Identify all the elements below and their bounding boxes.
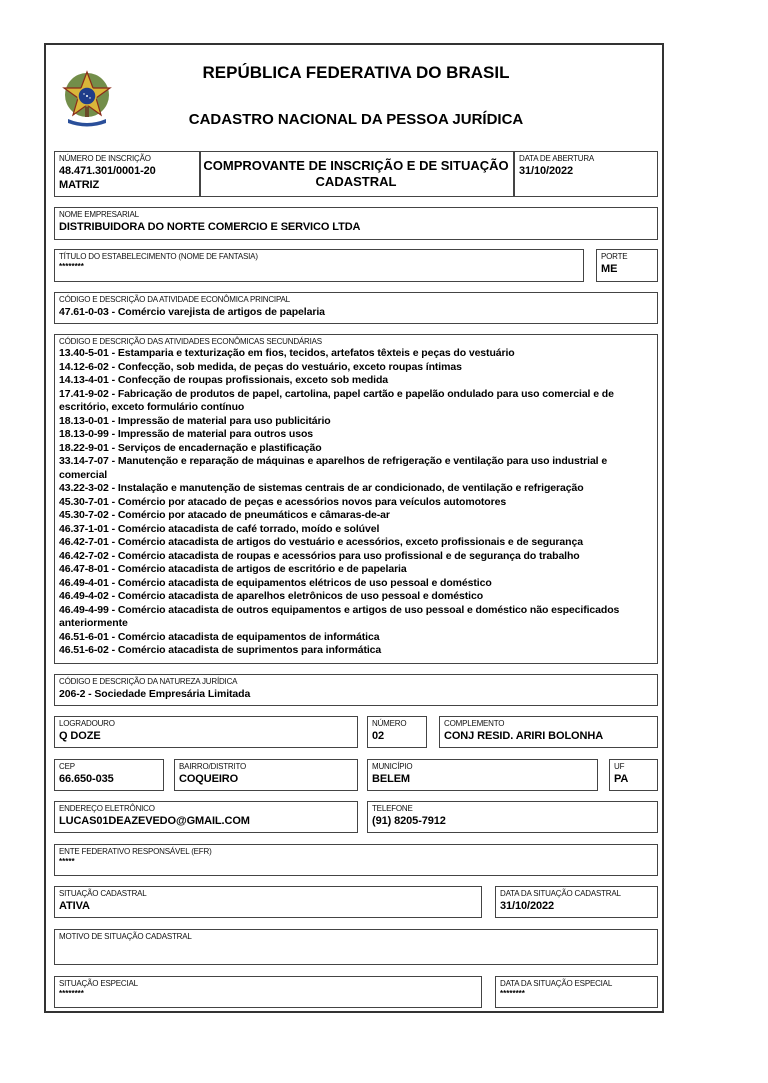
email-label: ENDEREÇO ELETRÔNICO [59,804,155,813]
list-item: 33.14-7-07 - Manutenção e reparação de máquinas e aparelhos de refrigeração e ventilação para uso industrial e comercial [59,455,608,481]
list-item: 18.22-9-01 - Serviços de encadernação e plastificação [59,441,322,454]
atividades-secundarias-label: CÓDIGO E DESCRIÇÃO DAS ATIVIDADES ECONÔMICAS SECUNDÁRIAS [59,337,322,346]
natureza-juridica-value: 206-2 - Sociedade Empresária Limitada [59,688,251,700]
atividades-secundarias-box [54,334,658,664]
situacao-value: ATIVA [59,900,90,912]
atividade-principal-box [54,292,658,324]
data-situacao-label: DATA DA SITUAÇÃO CADASTRAL [500,889,621,898]
list-item: 14.12-6-02 - Confecção, sob medida, de peças do vestuário, exceto roupas íntimas [59,360,462,373]
municipio-value: BELEM [372,773,411,785]
municipio-box [367,759,598,791]
list-item: 46.51-6-01 - Comércio atacadista de equipamentos de informática [59,630,380,643]
porte-box [596,249,658,282]
list-item: 18.13-0-99 - Impressão de material para outros usos [59,428,314,440]
nome-empresarial-box [54,207,658,240]
situacao-especial-label: SITUAÇÃO ESPECIAL [59,979,138,988]
list-item: 46.47-8-01 - Comércio atacadista de artigos de escritório e de papelaria [59,563,407,575]
document-page [44,43,664,1013]
list-item: 46.37-1-01 - Comércio atacadista de café torrado, moído e solúvel [59,522,380,535]
atividades-secundarias-list [59,347,653,658]
list-item: 18.13-0-01 - Impressão de material para uso publicitário [59,414,331,427]
list-item: 45.30-7-01 - Comércio por atacado de peças e acessórios novos para veículos automotores [59,495,507,508]
comprovante-title-line2: CADASTRAL [315,174,397,189]
atividade-principal-value: 47.61-0-03 - Comércio varejista de artigos de papelaria [59,306,325,318]
abertura-box [514,151,658,197]
page-subtitle: CADASTRO NACIONAL DA PESSOA JURÍDICA [188,111,524,128]
data-situacao-especial-value: ******** [500,989,525,998]
page-title: REPÚBLICA FEDERATIVA DO BRASIL [202,63,510,82]
uf-box [609,759,658,791]
list-item: 46.49-4-02 - Comércio atacadista de aparelhos eletrônicos de uso pessoal e doméstico [59,590,484,602]
logradouro-value: Q DOZE [59,730,101,742]
list-item: 46.51-6-02 - Comércio atacadista de suprimentos para informática [59,644,382,656]
efr-box [54,844,658,876]
situacao-label: SITUAÇÃO CADASTRAL [59,889,147,898]
inscricao-numero: 48.471.301/0001-20 [59,165,156,177]
complemento-box [439,716,658,748]
motivo-box [54,929,658,965]
complemento-value: CONJ RESID. ARIRI BOLONHA [444,730,604,742]
complemento-label: COMPLEMENTO [444,719,505,728]
cep-label: CEP [59,762,75,771]
list-item: 46.42-7-02 - Comércio atacadista de roupas e acessórios para uso profissional e de segurança do trabalho [59,549,580,562]
uf-value: PA [614,773,629,785]
nome-empresarial-label: NOME EMPRESARIAL [59,210,139,219]
bairro-box [174,759,358,791]
motivo-label: MOTIVO DE SITUAÇÃO CADASTRAL [59,932,192,941]
comprovante-title-line1: COMPROVANTE DE INSCRIÇÃO E DE SITUAÇÃO [203,158,509,173]
list-item: 43.22-3-02 - Instalação e manutenção de sistemas centrais de ar condicionado, de ventilação e refrigeração [59,482,584,494]
comprovante-box [200,151,514,197]
email-value: LUCAS01DEAZEVEDO@GMAIL.COM [59,815,250,827]
porte-label: PORTE [601,252,628,261]
cep-box [54,759,164,791]
inscricao-label: NÚMERO DE INSCRIÇÃO [59,154,151,163]
fantasia-label: TÍTULO DO ESTABELECIMENTO (NOME DE FANTASIA) [59,252,258,261]
bairro-value: COQUEIRO [179,773,239,785]
numero-box [367,716,427,748]
situacao-especial-value: ******** [59,989,84,998]
fantasia-box [54,249,584,282]
cep-value: 66.650-035 [59,773,114,785]
inscricao-tipo: MATRIZ [59,179,100,191]
list-item: 46.49-4-99 - Comércio atacadista de outros equipamentos e artigos de uso pessoal e doméstico não especificados anteriormente [59,603,620,629]
data-situacao-value: 31/10/2022 [500,900,555,912]
logradouro-box [54,716,358,748]
telefone-box [367,801,658,833]
list-item: 13.40-5-01 - Estamparia e texturização em fios, tecidos, artefatos têxteis e peças do vestuário [59,347,515,359]
municipio-label: MUNICÍPIO [372,762,413,771]
situacao-box [54,886,482,918]
list-item: 45.30-7-02 - Comércio por atacado de pneumáticos e câmaras-de-ar [59,509,390,521]
abertura-label: DATA DE ABERTURA [519,154,595,163]
efr-value: ***** [59,857,75,866]
telefone-label: TELEFONE [372,804,413,813]
numero-label: NÚMERO [372,719,407,728]
abertura-value: 31/10/2022 [519,165,574,177]
efr-label: ENTE FEDERATIVO RESPONSÁVEL (EFR) [59,847,212,856]
situacao-especial-box [54,976,482,1008]
natureza-juridica-box [54,674,658,706]
data-situacao-especial-box [495,976,658,1008]
list-item: 46.49-4-01 - Comércio atacadista de equipamentos elétricos de uso pessoal e doméstico [59,576,492,589]
natureza-juridica-label: CÓDIGO E DESCRIÇÃO DA NATUREZA JURÍDICA [59,677,238,686]
list-item: 46.42-7-01 - Comércio atacadista de artigos do vestuário e acessórios, exceto profissionais e de segurança [59,536,583,548]
bairro-label: BAIRRO/DISTRITO [179,762,247,771]
numero-value: 02 [372,730,385,742]
data-situacao-especial-label: DATA DA SITUAÇÃO ESPECIAL [500,979,613,988]
uf-label: UF [614,762,625,771]
inscricao-box [54,151,200,197]
fantasia-value: ******** [59,262,84,271]
nome-empresarial-value: DISTRIBUIDORA DO NORTE COMERCIO E SERVICO LTDA [59,221,361,233]
logradouro-label: LOGRADOURO [59,719,115,728]
data-situacao-box [495,886,658,918]
list-item: 17.41-9-02 - Fabricação de produtos de papel, cartolina, papel cartão e papelão ondulado para uso comercial e de escritório, exceto formulário contínuo [59,387,614,413]
email-box [54,801,358,833]
telefone-value: (91) 8205-7912 [372,815,446,827]
atividade-principal-label: CÓDIGO E DESCRIÇÃO DA ATIVIDADE ECONÔMICA PRINCIPAL [59,295,290,304]
list-item: 14.13-4-01 - Confecção de roupas profissionais, exceto sob medida [59,374,389,386]
porte-value: ME [601,263,618,275]
